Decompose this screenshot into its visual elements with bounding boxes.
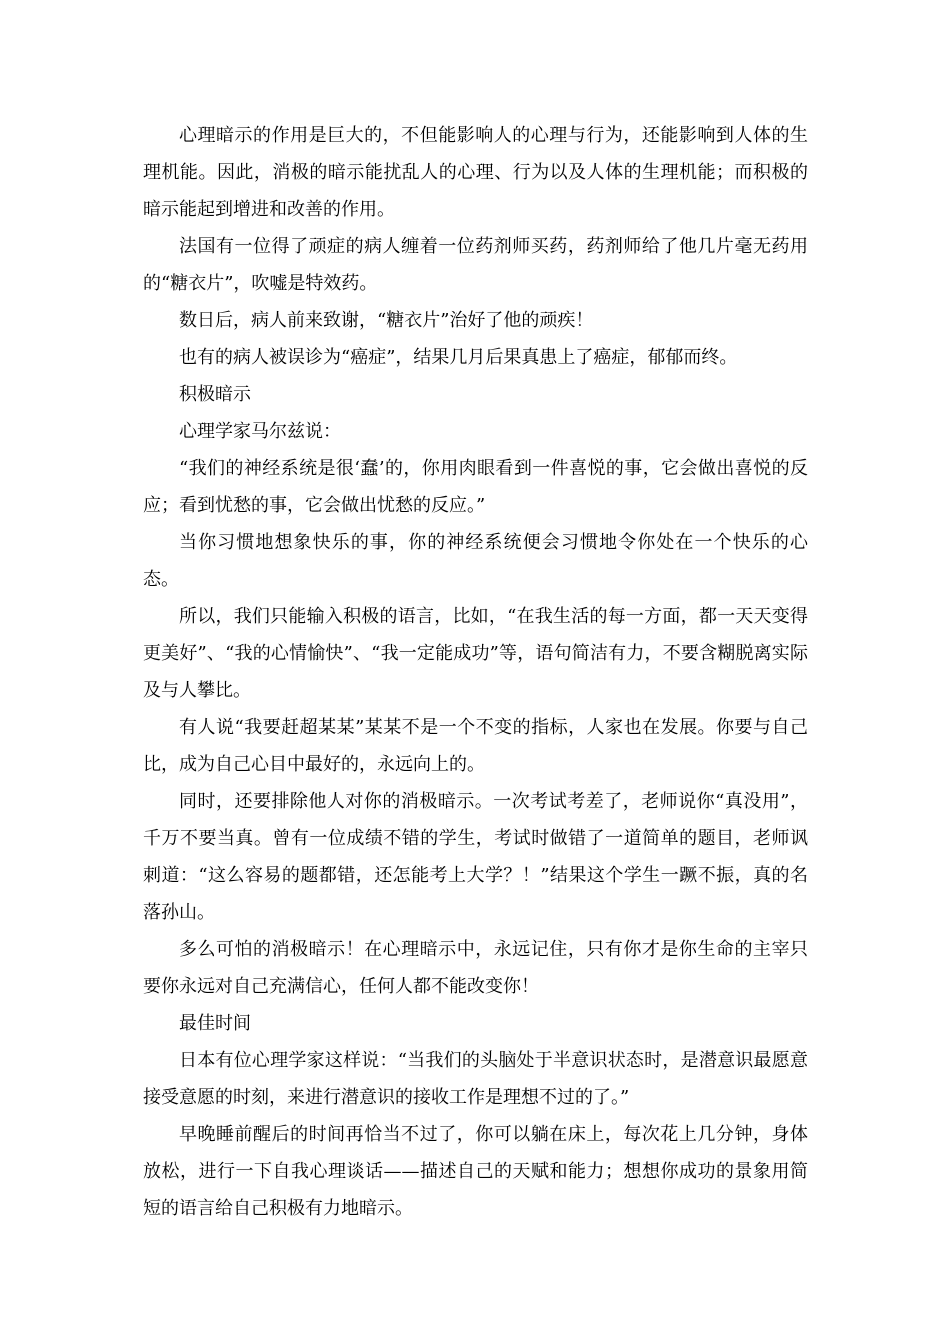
document-body	[143, 117, 808, 1227]
quote-paragraph: “我们的神经系统是很‘蠢’的，你用肉眼看到一件喜悦的事，它会做出喜悦的反应；看到忧愁的事，它会做出忧愁的反应。”	[143, 458, 808, 516]
paragraph: 心理学家马尔兹说：	[179, 421, 341, 442]
paragraph: 早晚睡前醒后的时间再恰当不过了，你可以躺在床上，每次花上几分钟，身体放松，进行一下自我心理谈话——描述自己的天赋和能力；想想你成功的景象用简短的语言给自己积极有力地暗示。	[143, 1124, 808, 1219]
section-heading: 最佳时间	[179, 1013, 251, 1034]
paragraph: 心理暗示的作用是巨大的，不但能影响人的心理与行为，还能影响到人体的生理机能。因此，消极的暗示能扰乱人的心理、行为以及人体的生理机能；而积极的暗示能起到增进和改善的作用。	[143, 125, 808, 220]
paragraph: 所以，我们只能输入积极的语言，比如，“在我生活的每一方面，都一天天变得更美好”、“我的心情愉快”、“我一定能成功”等，语句简洁有力，不要含糊脱离实际及与人攀比。	[143, 606, 808, 701]
paragraph: 数日后，病人前来致谢，“糖衣片”治好了他的顽疾！	[179, 310, 594, 331]
section-heading: 积极暗示	[179, 384, 251, 405]
paragraph: 也有的病人被误诊为“癌症”，结果几月后果真患上了癌症，郁郁而终。	[179, 347, 738, 368]
paragraph: 有人说“我要赶超某某”某某不是一个不变的指标，人家也在发展。你要与自己比，成为自己心目中最好的，永远向上的。	[143, 717, 808, 775]
paragraph: 同时，还要排除他人对你的消极暗示。一次考试考差了，老师说你“真没用”，千万不要当真。曾有一位成绩不错的学生，考试时做错了一道简单的题目，老师讽刺道：“这么容易的题都错，还怎能考上大学？！”结果这个学生一蹶不振，真的名落孙山。	[143, 791, 808, 923]
paragraph: 当你习惯地想象快乐的事，你的神经系统便会习惯地令你处在一个快乐的心态。	[143, 532, 808, 590]
paragraph: 法国有一位得了顽症的病人缠着一位药剂师买药，药剂师给了他几片毫无药用的“糖衣片”，吹嘘是特效药。	[143, 236, 808, 294]
paragraph: 多么可怕的消极暗示！在心理暗示中，永远记住，只有你才是你生命的主宰只要你永远对自己充满信心，任何人都不能改变你！	[143, 939, 808, 997]
paragraph: 日本有位心理学家这样说：“当我们的头脑处于半意识状态时，是潜意识最愿意接受意愿的时刻，来进行潜意识的接收工作是理想不过的了。”	[143, 1050, 808, 1108]
